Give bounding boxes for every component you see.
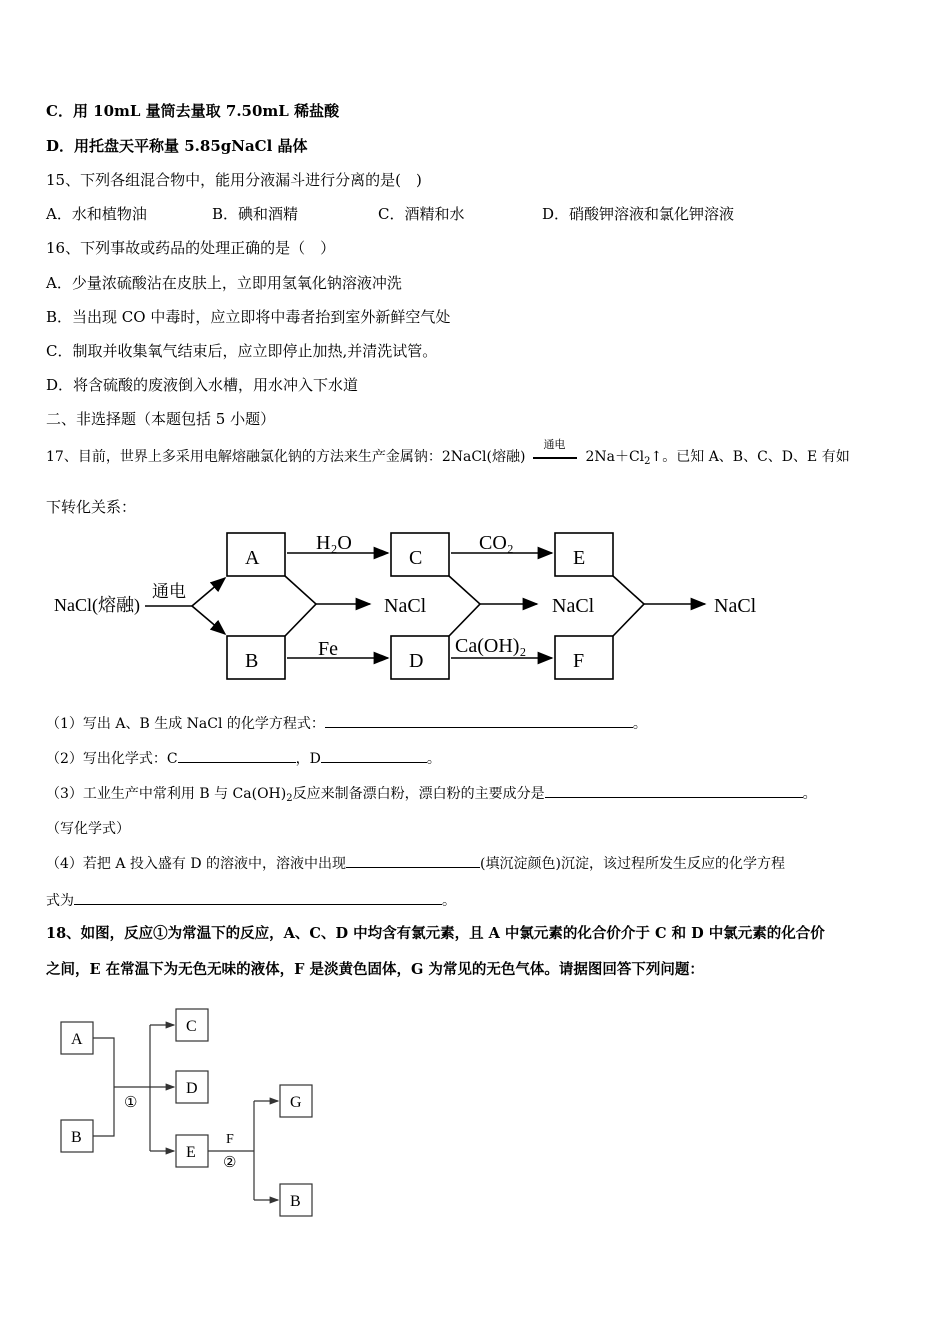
q15-stem: 15、下列各组混合物中，能用分液漏斗进行分离的是( ) — [46, 171, 422, 189]
bracket-ab — [93, 1038, 114, 1136]
sub2-mid: ，D — [295, 751, 321, 767]
q16-option-a: A．少量浓硫酸沾在皮肤上，立即用氢氧化钠溶液冲洗 — [46, 274, 402, 292]
condition-bar — [533, 457, 577, 459]
condition-label: 通电 — [543, 438, 566, 451]
q18-reagent-f: F — [226, 1132, 234, 1147]
product-nacl-1: NaCl — [384, 595, 427, 617]
q16-option-d: D．将含硫酸的废液倒入水槽，用水冲入下水道 — [46, 376, 359, 394]
sub1-text: （1）写出 A、B 生成 NaCl 的化学方程式： — [46, 716, 325, 732]
q18-reaction1: ① — [124, 1095, 138, 1111]
sub3-end: 。 — [802, 786, 817, 802]
sub3-subscript: 2 — [286, 793, 293, 804]
q15-options — [46, 204, 734, 224]
section-heading: 二、非选择题（本题包括 5 小题） — [46, 410, 276, 428]
label-d: D — [409, 650, 424, 672]
reaction-condition — [533, 438, 577, 459]
sub3-text-b: 反应来制备漂白粉，漂白粉的主要成分是 — [292, 786, 545, 802]
label-c: C — [409, 547, 423, 569]
reagent-caoh2: Ca(OH)₂ — [455, 635, 527, 657]
product-nacl-3: NaCl — [714, 595, 757, 617]
q18-label-b: B — [71, 1129, 82, 1146]
label-e: E — [573, 547, 586, 569]
label-f: F — [573, 650, 585, 672]
q16-stem: 16、下列事故或药品的处理正确的是（ ） — [46, 239, 336, 257]
merge-ab — [285, 576, 316, 636]
sub4-line2-text: 式为 — [46, 893, 74, 909]
answer-blank-c[interactable] — [178, 748, 296, 763]
q15-option-a: A．水和植物油 — [46, 205, 147, 223]
answer-blank-4b[interactable] — [74, 890, 442, 905]
q17-stem — [46, 438, 850, 472]
q18-label-g: G — [290, 1094, 302, 1111]
q15-option-d: D．硝酸钾溶液和氯化钾溶液 — [542, 205, 735, 223]
answer-blank-d[interactable] — [321, 748, 427, 763]
q18-reaction2: ② — [223, 1155, 237, 1171]
q17-sub3-line2: （写化学式） — [46, 821, 130, 837]
q17-stem-pre: 17、目前，世界上多采用电解熔融氯化钠的方法来生产金属钠：2NaCl(熔融) — [46, 449, 526, 465]
q18-diagram — [0, 1000, 950, 1230]
answer-blank-3[interactable] — [545, 783, 803, 798]
q17-sub4 — [46, 853, 785, 874]
q17-diagram — [0, 520, 950, 690]
reagent-h2o: H₂O — [316, 532, 352, 554]
label-b: B — [245, 650, 259, 672]
q18-label-c: C — [186, 1018, 197, 1035]
q17-stem-line2: 下转化关系： — [46, 498, 137, 516]
q18-label-b2: B — [290, 1193, 301, 1210]
arrow-to-a — [192, 578, 225, 606]
product-nacl-2: NaCl — [552, 595, 595, 617]
merge-ef — [613, 576, 644, 636]
sub4-end: 。 — [442, 893, 456, 909]
q18-label-e: E — [186, 1144, 196, 1161]
q17-sub3 — [46, 783, 817, 809]
q17-sub2 — [46, 748, 441, 769]
q14-option-c: C．用 10mL 量筒去量取 7.50mL 稀盐酸 — [46, 102, 340, 120]
reagent-fe: Fe — [318, 638, 338, 660]
answer-blank-4a[interactable] — [346, 853, 480, 868]
q15-option-b: B．碘和酒精 — [212, 205, 299, 223]
q17-stem-post-b: ↑。已知 A、B、C、D、E 有如 — [650, 449, 850, 465]
sub4-text: （4）若把 A 投入盛有 D 的溶液中，溶液中出现 — [46, 856, 347, 872]
q18-line1: 18、如图，反应①为常温下的反应，A、C、D 中均含有氯元素，且 A 中氯元素的化合价介于 C 和 D 中氯元素的化合价 — [46, 925, 825, 942]
subscript: 2 — [644, 456, 651, 467]
answer-blank-1[interactable] — [325, 713, 633, 728]
reagent-co2: CO₂ — [479, 532, 514, 554]
merge-cd — [449, 576, 480, 636]
q17-sub4-line2 — [46, 890, 456, 911]
q17-sub1 — [46, 713, 647, 734]
q18-label-a: A — [71, 1031, 83, 1048]
sub2-text: （2）写出化学式：C — [46, 751, 178, 767]
q16-option-b: B．当出现 CO 中毒时，应立即将中毒者抬到室外新鲜空气处 — [46, 308, 451, 326]
q14-option-d: D．用托盘天平称量 5.85gNaCl 晶体 — [46, 137, 308, 155]
start-label: NaCl(熔融) — [54, 595, 140, 615]
sub4-mid: (填沉淀颜色)沉淀，该过程所发生反应的化学方程 — [480, 856, 785, 872]
label-a: A — [245, 547, 260, 569]
q17-stem-post-a: 2Na＋Cl — [585, 449, 645, 465]
q16-option-c: C．制取并收集氧气结束后，应立即停止加热,并清洗试管。 — [46, 342, 438, 360]
q15-option-c: C．酒精和水 — [378, 205, 465, 223]
sub3-text-a: （3）工业生产中常利用 B 与 Ca(OH) — [46, 786, 287, 802]
sub1-end: 。 — [632, 716, 647, 732]
q18-line2: 之间，E 在常温下为无色无味的液体，F 是淡黄色固体，G 为常见的无色气体。请据图回答下列问题： — [46, 961, 704, 978]
arrow-to-b — [192, 606, 225, 634]
start-condition: 通电 — [152, 582, 186, 601]
sub2-end: 。 — [426, 751, 441, 767]
q18-label-d: D — [186, 1080, 198, 1097]
